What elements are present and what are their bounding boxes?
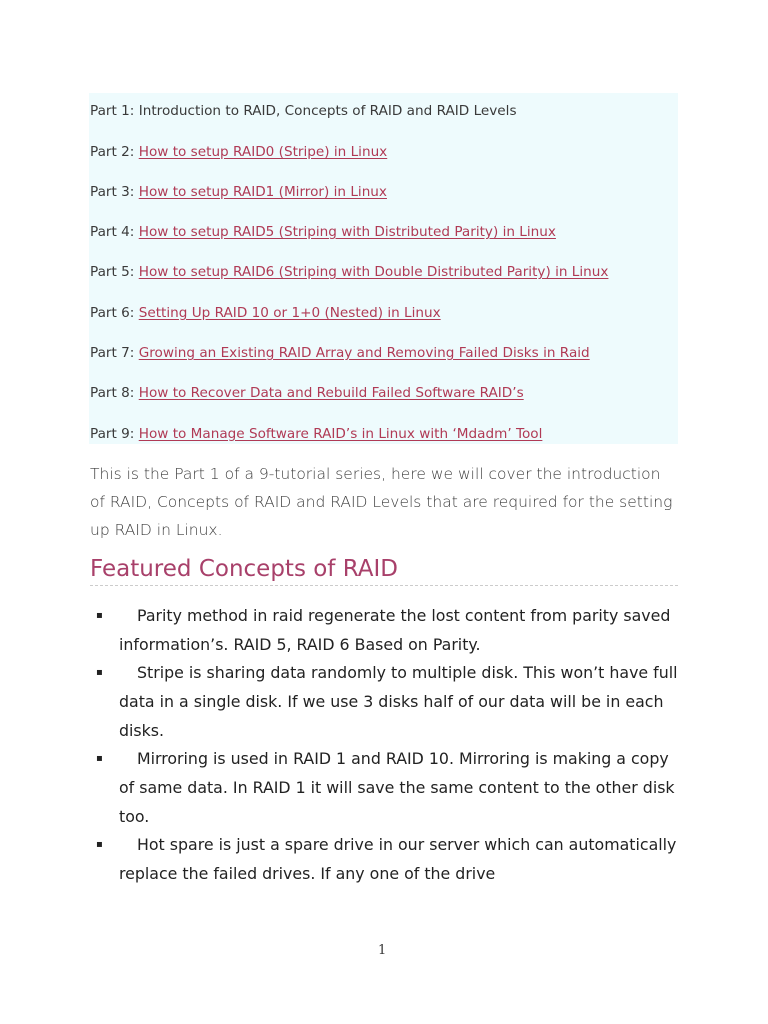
series-item-2 (90, 143, 387, 161)
series-item-7 (90, 344, 590, 362)
series-prefix: Part 8: (90, 385, 139, 401)
bullet-icon: ▪ (96, 610, 103, 621)
bullet-icon: ▪ (96, 839, 103, 850)
series-prefix: Part 3: (90, 184, 139, 200)
bullet-icon: ▪ (96, 753, 103, 764)
list-item (90, 830, 680, 888)
series-link-grow-array[interactable]: Growing an Existing RAID Array and Removing Failed Disks in Raid (138, 345, 590, 361)
series-link-raid1[interactable]: How to setup RAID1 (Mirror) in Linux (138, 184, 387, 200)
series-item-8 (90, 384, 524, 402)
series-link-recover-data[interactable]: How to Recover Data and Rebuild Failed Software RAID’s (138, 385, 524, 401)
series-item-4 (90, 223, 556, 241)
series-prefix: Part 6: (90, 305, 139, 321)
series-link-raid10[interactable]: Setting Up RAID 10 or 1+0 (Nested) in Linux (138, 305, 441, 321)
series-prefix: Part 4: (90, 224, 139, 240)
concepts-list (90, 601, 680, 887)
series-item-6 (90, 304, 441, 322)
series-title: Introduction to RAID, Concepts of RAID and RAID Levels (138, 103, 517, 119)
series-prefix: Part 1: (90, 103, 139, 119)
bullet-icon: ▪ (96, 667, 103, 678)
list-item-text: Hot spare is just a spare drive in our server which can automatically replace the failed drives. If any one of the drive (119, 835, 677, 883)
series-prefix: Part 5: (90, 264, 139, 280)
section-heading: Featured Concepts of RAID (90, 553, 678, 586)
intro-paragraph: This is the Part 1 of a 9-tutorial series, here we will cover the introduction of RAID, Concepts of RAID and RAID Levels that are required for the setting up RAID in Linux. (90, 465, 673, 539)
list-item-text: Mirroring is used in RAID 1 and RAID 10. Mirroring is making a copy of same data. In RAID 1 it will save the same content to the other disk too. (119, 749, 675, 826)
series-prefix: Part 9: (90, 426, 139, 442)
series-link-raid0[interactable]: How to setup RAID0 (Stripe) in Linux (138, 144, 388, 160)
series-item-3 (90, 183, 387, 201)
list-item (90, 658, 680, 745)
series-prefix: Part 7: (90, 345, 139, 361)
list-item-text: Stripe is sharing data randomly to multiple disk. This won’t have full data in a single disk. If we use 3 disks half of our data will be in each disks. (119, 663, 678, 740)
list-item-text: Parity method in raid regenerate the lost content from parity saved information’s. RAID 5, RAID 6 Based on Parity. (119, 606, 671, 654)
series-prefix: Part 2: (90, 144, 139, 160)
page-number: 1 (378, 943, 387, 958)
series-item-9 (90, 425, 542, 443)
series-item-1 (90, 102, 517, 120)
list-item (90, 744, 680, 831)
series-item-5 (90, 263, 608, 281)
series-link-raid5[interactable]: How to setup RAID5 (Striping with Distributed Parity) in Linux (138, 224, 556, 240)
series-link-mdadm[interactable]: How to Manage Software RAID’s in Linux with ‘Mdadm’ Tool (138, 426, 543, 442)
series-link-raid6[interactable]: How to setup RAID6 (Striping with Double Distributed Parity) in Linux (138, 264, 609, 280)
list-item (90, 601, 680, 659)
